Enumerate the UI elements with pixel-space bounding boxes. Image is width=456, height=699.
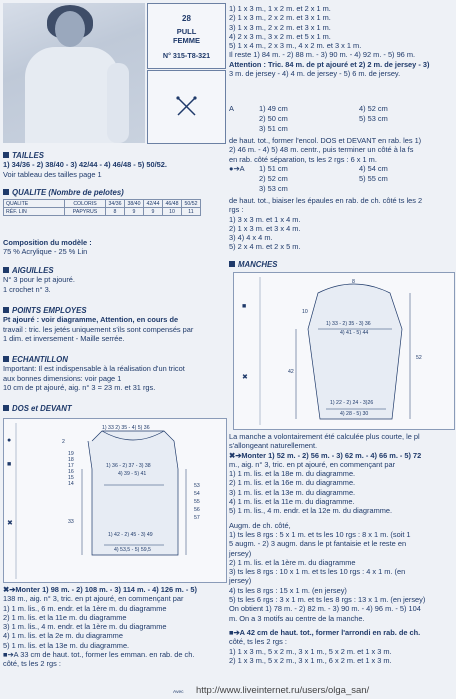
- square-bullet-icon: [3, 189, 9, 195]
- dos-width-mid2: 4) 39 - 5) 41: [118, 471, 147, 477]
- text-line: en rab. côté séparation, ts les 2 rgs : 6 x 1 m.: [229, 154, 377, 164]
- text-line: 3) 4) 4 x 4 m.: [229, 233, 273, 243]
- table-cell-coloris: PAPYRUS: [65, 208, 106, 216]
- dos-line: 3) 1 m. lis., 4 m. endr. et la 1ère m. du diagramme: [3, 622, 167, 632]
- manches-schema: [233, 272, 455, 430]
- text-line: On obtient 1) 78 m. - 2) 82 m. - 3) 90 m. - 4) 96 m. - 5) 104: [229, 604, 421, 614]
- table-cell-value: 9: [144, 208, 163, 216]
- dos-left-num: 17: [68, 463, 74, 469]
- qualite-title: QUALITE (Nombre de pelotes): [3, 188, 225, 197]
- meas-a-label: A: [229, 104, 234, 113]
- echantillon-line3: 10 cm de pt ajouré, aig. n° 3 = 23 m. et 31 rgs.: [3, 382, 156, 392]
- text-line: 4) 1 m. lis. et la 11e m. du diagramme.: [229, 497, 355, 507]
- text-line: Attention : Tric. 84 m. de pt ajouré et 2) 2 m. de jersey - 3): [229, 59, 430, 69]
- table-cell-value: 8: [106, 208, 125, 216]
- text-line: m., aig. n° 3, tric. en pt ajouré, en commençant par: [229, 459, 396, 469]
- dos-left-num: 14: [68, 481, 74, 487]
- dos-schema-drawing: [4, 419, 226, 582]
- right-bottom-block: [229, 432, 453, 665]
- points-line3: 1 dim. et inversement - Maille serrée.: [3, 333, 125, 343]
- tailles-line2: Voir tableau des tailles page 1: [3, 169, 102, 179]
- text-line: ■➔A 42 cm de haut. tot., former l'arrondi en rab. de ch.: [229, 627, 421, 637]
- manches-top: 8: [352, 279, 355, 285]
- text-line: 1) ts les 8 rgs : 5 x 1 m. et ts les 10 rgs : 8 x 1 m. (soit 1: [229, 529, 411, 539]
- pattern-reference: N° 315-T8-321: [162, 51, 211, 61]
- aiguilles-line1: N° 3 pour le pt ajouré.: [3, 275, 75, 285]
- dos-line: 2) 1 m. lis. et la 11e m. du diagramme: [3, 612, 127, 622]
- text-line: s'allongeant naturellement.: [229, 441, 318, 451]
- text-line: 5) 2 x 4 m. et 2 x 5 m.: [229, 242, 301, 252]
- dos-width-bot2: 4) 53,5 - 5) 59,5: [114, 547, 151, 553]
- square-marker-icon: ■: [242, 303, 247, 310]
- text-line: 4) 2 x 3 m., 3 x 2 m. et 5 x 1 m.: [229, 31, 331, 41]
- square-bullet-icon: [3, 356, 9, 362]
- table-header-size: 50/52: [182, 200, 201, 208]
- dos-instructions: [3, 585, 225, 669]
- square-bullet-icon: [3, 152, 9, 158]
- dos-line: ✖➔Monter 1) 98 m. - 2) 108 m. - 3) 114 m. - 4) 126 m. - 5): [3, 585, 197, 594]
- text-line: 1) 1 x 3 m., 1 x 2 m. et 2 x 1 m.: [229, 4, 331, 13]
- text-line: 2) 1 m. lis. et la 16e m. du diagramme.: [229, 478, 356, 488]
- points-title: POINTS EMPLOYES: [3, 306, 225, 315]
- pattern-number: 28: [182, 14, 191, 23]
- manches-mid1: 1) 33 - 2) 35 - 3) 36: [326, 321, 371, 327]
- text-line: 4) ts les 8 rgs : 15 x 1 m. (en jersey): [229, 585, 347, 595]
- table-header-coloris: COLORIS: [65, 200, 106, 208]
- aiguilles-title: AIGUILLES: [3, 266, 225, 275]
- dos-line: 4) 1 m. lis. et la 2e m. du diagramme: [3, 631, 123, 641]
- photo-sweater: [25, 47, 119, 143]
- table-cell-value: 11: [182, 208, 201, 216]
- meas-value: 4) 54 cm: [359, 164, 388, 173]
- left-column: [3, 0, 225, 699]
- dos-neck-depth: 2: [62, 439, 65, 445]
- square-marker-icon: ■: [7, 461, 12, 468]
- text-line: 2) 1 m. lis. et la 1ère m. du diagramme: [229, 557, 356, 567]
- composition-value: 75 % Acrylique - 25 % Lin: [3, 247, 88, 257]
- circle-marker-icon: ●: [7, 437, 12, 444]
- echantillon-line1: Important: Il est indispensable à la réalisation d'un tricot: [3, 364, 185, 374]
- aiguilles-section: [3, 266, 225, 294]
- dos-right-num: 56: [194, 507, 200, 513]
- dos-line: côté, ts les 2 rgs :: [3, 659, 61, 669]
- photo-arm: [107, 63, 129, 143]
- manches-height-right: 52: [416, 355, 422, 361]
- needle-box: [147, 70, 226, 144]
- text-line: rgs :: [229, 205, 244, 215]
- qualite-table: [3, 199, 201, 216]
- manches-title: MANCHES: [229, 260, 277, 269]
- crossed-needles-icon: [148, 71, 225, 143]
- points-line2: travail : tric. les jetés uniquement s'ils sont compensés par: [3, 324, 194, 334]
- meas-value: 1) 49 cm: [259, 104, 288, 113]
- manches-mid2: 4) 41 - 5) 44: [340, 330, 369, 336]
- pattern-title-line1: PULL: [176, 27, 197, 37]
- text-line: 3 m. de jersey - 4) 4 m. de jersey - 5) 6 m. de jersey.: [229, 69, 401, 79]
- meas-a-block: [229, 104, 453, 136]
- dos-width-top: 1) 33 2) 35 - 4) 5) 36: [102, 425, 150, 431]
- text-line: 1) 1 m. lis. et la 18e m. du diagramme.: [229, 469, 356, 479]
- dos-title: DOS et DEVANT: [12, 404, 72, 413]
- composition-title: Composition du modèle :: [3, 238, 92, 247]
- dos-left-num: 15: [68, 475, 74, 481]
- square-bullet-icon: [229, 261, 235, 267]
- meas-value: 3) 53 cm: [259, 184, 288, 193]
- photo-head: [55, 11, 85, 47]
- dos-line: ■➔A 33 cm de haut. tot., former les emman. en rab. de ch.: [3, 650, 195, 660]
- dos-schema: [3, 418, 227, 583]
- dos-left-num: 18: [68, 457, 74, 463]
- text-line: Il reste 1) 84 m. - 2) 88 m. - 3) 90 m. - 4) 92 m. - 5) 96 m.: [229, 50, 416, 60]
- table-header-size: 34/36: [106, 200, 125, 208]
- dos-width-bot1: 1) 42 - 2) 45 - 3) 49: [108, 532, 153, 538]
- echantillon-section: [3, 355, 225, 392]
- table-header-size: 42/44: [144, 200, 163, 208]
- dos-right-num: 57: [194, 515, 200, 521]
- text-line: 5) 1 x 4 m., 2 x 3 m., 4 x 2 m. et 3 x 1 m.: [229, 41, 362, 51]
- table-cell-value: 10: [163, 208, 182, 216]
- dos-right-num: 54: [194, 491, 200, 497]
- watermark-url: http://www.liveinternet.ru/users/olga_san/: [196, 685, 370, 696]
- meas-value: 2) 50 cm: [259, 114, 288, 123]
- points-section: [3, 306, 225, 343]
- square-bullet-icon: [3, 405, 9, 411]
- dos-line: 138 m., aig. n° 3, tric. en pt ajouré, en commençant par: [3, 594, 184, 604]
- text-line: 1) 1 x 3 m., 5 x 2 m., 3 x 1 m., 5 x 2 m. et 1 x 3 m.: [229, 646, 392, 656]
- table-cell-ref: RÉF. LIN: [4, 208, 65, 216]
- points-line1: Pt ajouré : voir diagramme, Attention, en cours de: [3, 315, 179, 325]
- footer-left: Avec: [173, 690, 184, 695]
- table-cell-value: 9: [125, 208, 144, 216]
- dos-left-num: 19: [68, 451, 74, 457]
- table-header-qualite: QUALITE: [4, 200, 65, 208]
- dos-width-mid1: 1) 36 - 2) 37 - 3) 38: [106, 463, 151, 469]
- dos-line: 1) 1 m. lis., 6 m. endr. et la 1ère m. du diagramme: [3, 603, 167, 613]
- manches-side: 10: [302, 309, 308, 315]
- text-line: 2) 1 x 3 m., 2 x 2 m. et 3 x 1 m.: [229, 13, 331, 23]
- right-mid2-block: [229, 196, 453, 252]
- dos-right-num: 55: [194, 499, 200, 505]
- qualite-section: [3, 188, 225, 216]
- tailles-line1: 1) 34/36 - 2) 38/40 - 3) 42/44 - 4) 46/48 - 5) 50/52.: [3, 160, 167, 170]
- echantillon-title: ECHANTILLON: [3, 355, 225, 364]
- aiguilles-line2: 1 crochet n° 3.: [3, 284, 51, 294]
- text-line: 3) 1 x 3 m., 2 x 2 m. et 3 x 1 m.: [229, 22, 331, 32]
- text-line: 1) 3 x 3 m. et 1 x 4 m.: [229, 214, 301, 224]
- meas-b-label: ●➔A: [229, 164, 245, 173]
- square-bullet-icon: [3, 307, 9, 313]
- meas-value: 5) 55 cm: [359, 174, 388, 183]
- text-line: 3) 1 m. lis. et la 13e m. du diagramme.: [229, 487, 356, 497]
- text-line: m. On a 3 motifs au centre de la manche.: [229, 613, 365, 623]
- text-line: côté, ts les 2 rgs :: [229, 637, 287, 647]
- tailles-section: [3, 151, 225, 179]
- text-line: 5 augm. - 2) 3 augm. dans le pt fantaisie et le reste en: [229, 539, 407, 549]
- text-line: 2) 46 m. - 4) 5) 48 m. centr., puis terminer un côté à la fs: [229, 145, 414, 155]
- right-top-block: [229, 4, 453, 78]
- dos-line: 5) 1 m. lis. et la 13e m. du diagramme.: [3, 640, 130, 650]
- right-mid-block: [229, 136, 453, 164]
- cross-marker-icon: ✖: [7, 520, 13, 527]
- composition-section: [3, 238, 225, 257]
- square-bullet-icon: [3, 267, 9, 273]
- text-line: Augm. de ch. côté,: [229, 520, 291, 530]
- manches-height-left: 42: [288, 369, 294, 375]
- text-line: 2) 1 x 3 m. et 3 x 4 m.: [229, 223, 301, 233]
- cross-marker-icon: ✖: [242, 374, 248, 381]
- text-line: jersey): [229, 576, 252, 586]
- meas-value: 1) 51 cm: [259, 164, 288, 173]
- table-header-size: 38/40: [125, 200, 144, 208]
- tailles-title: TAILLES: [3, 151, 225, 160]
- text-line: 3) ts les 8 rgs : 10 x 1 m. et ts les 10 rgs : 4 x 1 m. (en: [229, 567, 406, 577]
- meas-value: 5) 53 cm: [359, 114, 388, 123]
- pattern-title-line2: FEMME: [172, 36, 201, 46]
- pattern-info-box: [147, 3, 226, 69]
- text-line: de haut. tot., former l'encol. DOS et DEVANT en rab. les 1): [229, 136, 422, 145]
- text-line: jersey): [229, 548, 252, 558]
- dos-right-num: 53: [194, 483, 200, 489]
- echantillon-line2: aux bonnes dimensions: voir page 1: [3, 373, 122, 383]
- meas-value: 4) 52 cm: [359, 104, 388, 113]
- dos-height: 33: [68, 519, 74, 525]
- dos-section-title: [3, 404, 225, 413]
- dos-left-num: 16: [68, 469, 74, 475]
- text-line: 5) ts les 6 rgs : 3 x 1 m. et ts les 8 rgs : 13 x 1 m. (en jersey): [229, 595, 426, 605]
- text-line: 5) 1 m. lis., 4 m. endr. et la 12e m. du diagramme.: [229, 506, 393, 516]
- meas-value: 2) 52 cm: [259, 174, 288, 183]
- manches-bot1: 1) 22 - 2) 24 - 3)26: [330, 400, 374, 406]
- text-line: La manche a volontairement été calculée plus courte, le pl: [229, 432, 420, 441]
- text-line: de haut. tot., biaiser les épaules en rab. de ch. côté ts les 2: [229, 196, 423, 205]
- text-line: ✖➔Monter 1) 52 m. - 2) 56 m. - 3) 62 m. - 4) 66 m. - 5) 72: [229, 450, 422, 460]
- meas-b-block: [229, 164, 453, 196]
- manches-bot2: 4) 28 - 5) 30: [340, 411, 369, 417]
- meas-value: 3) 51 cm: [259, 124, 288, 133]
- table-header-size: 46/48: [163, 200, 182, 208]
- text-line: 2) 1 x 3 m., 5 x 2 m., 3 x 1 m., 6 x 2 m. et 1 x 3 m.: [229, 655, 392, 665]
- model-photo: [3, 3, 145, 143]
